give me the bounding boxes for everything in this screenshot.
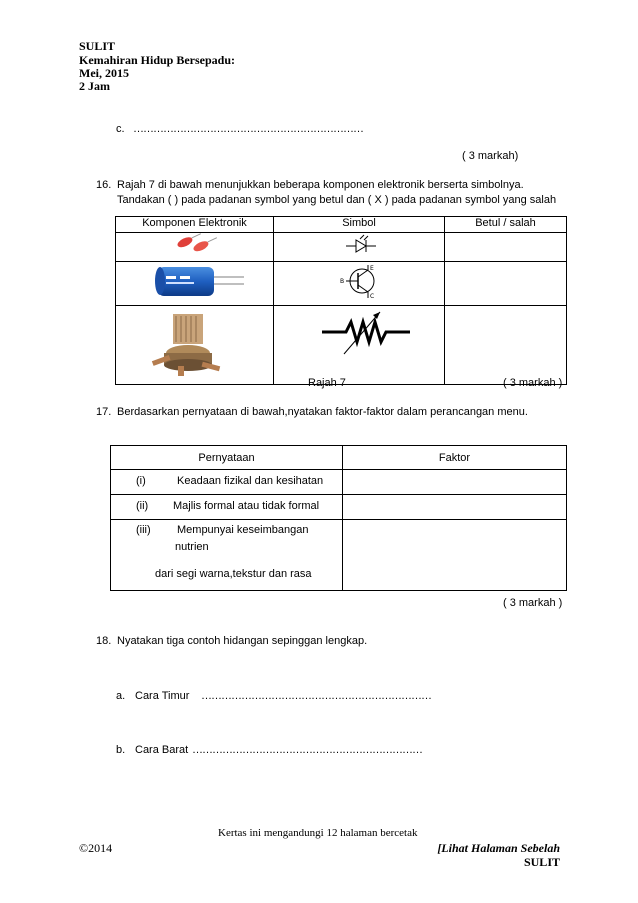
q17-row-3-text2: nutrien: [175, 541, 209, 553]
q17-text: Berdasarkan pernyataan di bawah,nyatakan faktor-faktor dalam perancangan menu.: [117, 406, 528, 418]
q16-text-line1: Rajah 7 di bawah menunjukkan beberapa komponen elektronik berserta simbolnya.: [117, 179, 524, 191]
q17-marks: ( 3 markah ): [503, 597, 563, 609]
header-duration: 2 Jam: [79, 79, 110, 93]
answer-cell-3[interactable]: [445, 306, 567, 385]
led-symbol-icon: [274, 233, 444, 258]
q18a-answer-line[interactable]: ……………………………………………………………: [201, 690, 431, 702]
q16-number: 16.: [96, 179, 112, 191]
footer-sulit: SULIT: [523, 855, 560, 869]
q17-answer-2[interactable]: [343, 495, 567, 520]
q18a-label: a.: [116, 690, 126, 702]
q18b-answer-line[interactable]: ……………………………………………………………: [192, 744, 422, 756]
svg-text:B: B: [340, 278, 345, 285]
capacitor-image: [116, 262, 273, 302]
q16-caption: Rajah 7: [308, 377, 346, 389]
q18-number: 18.: [96, 635, 112, 647]
q17-col-statement: Pernyataan: [111, 446, 343, 470]
transistor-symbol-icon: [274, 262, 444, 302]
q16-marks: ( 3 markah ): [503, 377, 563, 389]
symbol-variable-resistor-cell: [274, 306, 445, 385]
q15c-label: c.: [116, 123, 125, 135]
q17-row-1-num: (i): [136, 475, 146, 487]
footer-copyright: ©2014: [79, 841, 113, 855]
q17-row-1: [111, 470, 343, 495]
q17-row-3: [111, 520, 343, 591]
component-potentiometer-cell: [116, 306, 274, 385]
q18-text: Nyatakan tiga contoh hidangan sepinggan lengkap.: [117, 635, 368, 647]
potentiometer-image: [116, 306, 273, 381]
q17-row-2: [111, 495, 343, 520]
q17-number: 17.: [96, 406, 112, 418]
q18b-text: Cara Barat: [135, 744, 189, 756]
footer-next-page: [Lihat Halaman Sebelah: [437, 841, 560, 855]
q17-row-3-num: (iii): [136, 524, 151, 536]
q17-col-factor: Faktor: [343, 446, 567, 470]
component-led-cell: [116, 233, 274, 262]
q17-table: [110, 445, 567, 591]
header-subject: Kemahiran Hidup Bersepadu:: [79, 53, 236, 67]
q16-text-line2: Tandakan ( ) pada padanan symbol yang betul dan ( X ) pada padanan symbol yang salah: [117, 194, 557, 206]
q18a-text: Cara Timur: [135, 690, 190, 702]
q16-col-component: Komponen Elektronik: [116, 217, 274, 233]
header-date: Mei, 2015: [79, 66, 129, 80]
q16-col-correct: Betul / salah: [445, 217, 567, 233]
q15c-answer-line: ……………………………………………………………: [133, 123, 363, 135]
symbol-led-cell: [274, 233, 445, 262]
q17-row-3-text3: dari segi warna,tekstur dan rasa: [155, 568, 312, 580]
q17-row-3-text: Mempunyai keseimbangan: [177, 524, 309, 536]
header-sulit: SULIT: [79, 39, 116, 53]
svg-text:C: C: [370, 293, 375, 300]
svg-text:E: E: [370, 265, 374, 272]
symbol-transistor-cell: [274, 262, 445, 306]
answer-cell-1[interactable]: [445, 233, 567, 262]
footer-page-count: Kertas ini mengandungi 12 halaman bercetak: [218, 827, 418, 839]
q16-col-symbol: Simbol: [274, 217, 445, 233]
variable-resistor-symbol-icon: [274, 306, 444, 381]
q17-answer-1[interactable]: [343, 470, 567, 495]
q17-row-2-text: Majlis formal atau tidak formal: [173, 500, 320, 512]
q17-row-1-text: Keadaan fizikal dan kesihatan: [177, 475, 324, 487]
q18b-label: b.: [116, 744, 126, 756]
q16-table: [115, 216, 567, 385]
answer-cell-2[interactable]: [445, 262, 567, 306]
q15c-marks: ( 3 markah): [462, 150, 519, 162]
q17-row-2-num: (ii): [136, 500, 149, 512]
led-image: [116, 233, 273, 258]
component-capacitor-cell: [116, 262, 274, 306]
q17-answer-3[interactable]: [343, 520, 567, 591]
